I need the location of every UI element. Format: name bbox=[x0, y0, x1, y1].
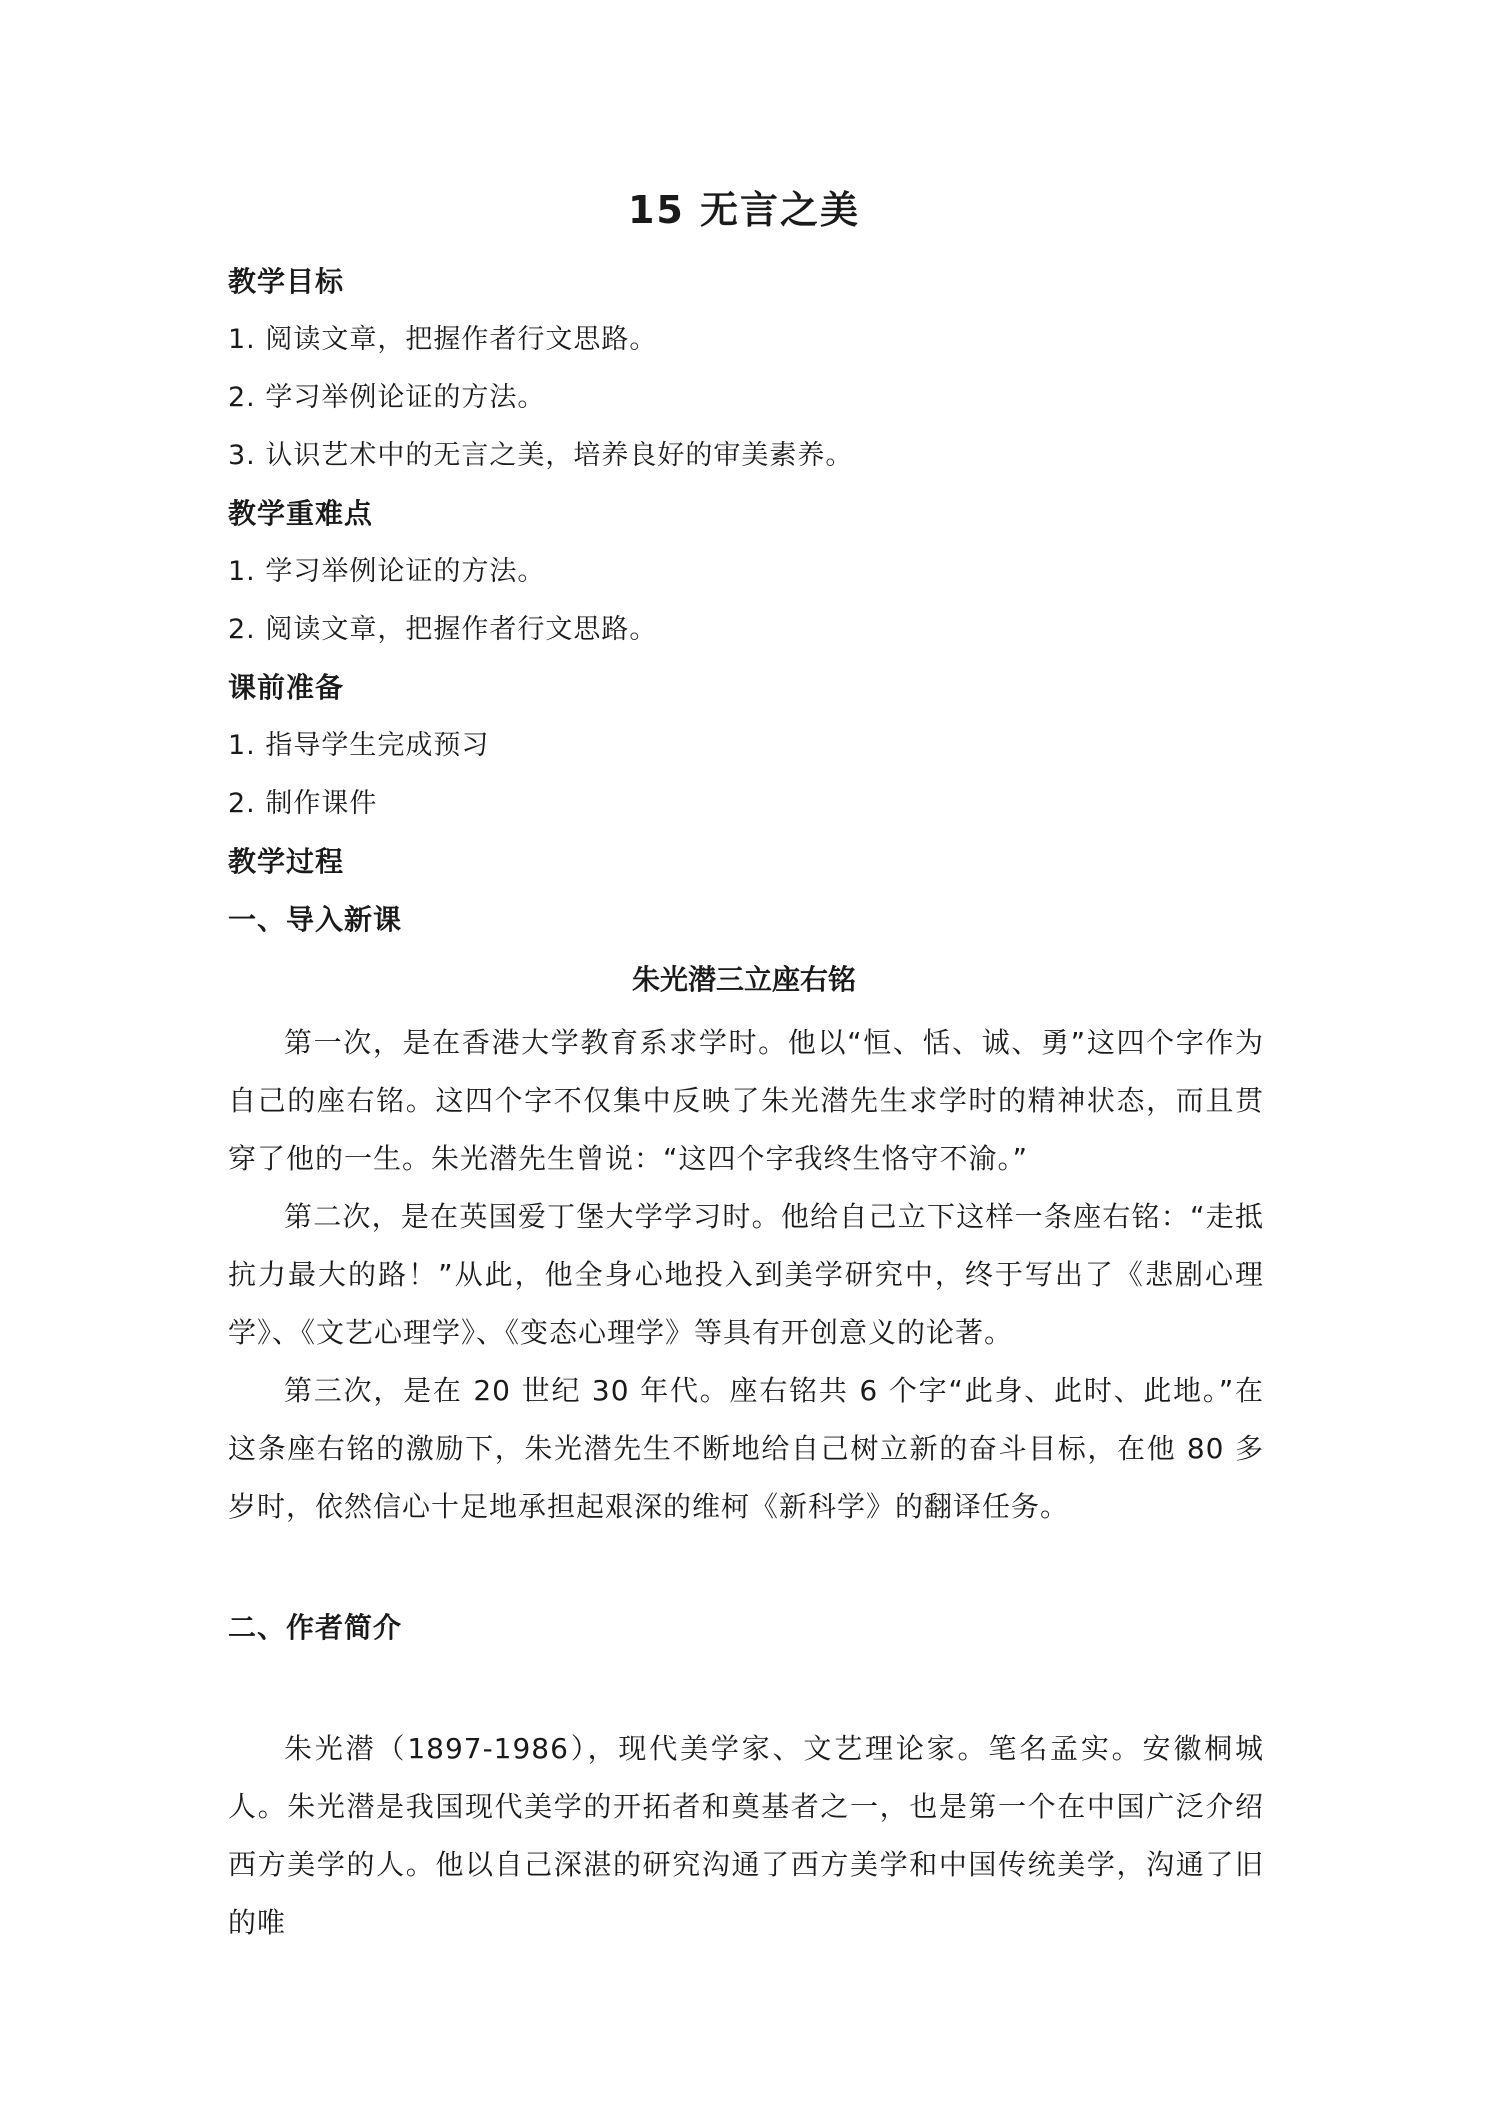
objectives-heading: 教学目标 bbox=[228, 265, 345, 298]
intro-paragraph: 第二次，是在英国爱丁堡大学学习时。他给自己立下这样一条座右铭：“走抵抗力最大的路！”从此，他全身心地投入到美学研究中，终于写出了《悲剧心理学》、《文艺心理学》、《变态心理学》等具有开创意义的论著。 bbox=[228, 1200, 1264, 1349]
author-paragraph: 朱光潜（1897-1986），现代美学家、文艺理论家。笔名孟实。安徽桐城人。朱光潜是我国现代美学的开拓者和奠基者之一，也是第一个在中国广泛介绍西方美学的人。他以自己深湛的研究沟通了西方美学和中国传统美学，沟通了旧的唯 bbox=[228, 1732, 1264, 1939]
objective-item: 2. 学习举例论证的方法。 bbox=[228, 382, 546, 413]
intro-paragraph: 第一次，是在香港大学教育系求学时。他以“恒、恬、诚、勇”这四个字作为自己的座右铭。这四个字不仅集中反映了朱光潜先生求学时的精神状态，而且贯穿了他的一生。朱光潜先生曾说：“这四个字我终生恪守不渝。” bbox=[228, 1026, 1264, 1175]
author-heading: 二、作者简介 bbox=[228, 1611, 403, 1644]
preparation-heading: 课前准备 bbox=[228, 671, 345, 704]
process-heading: 教学过程 bbox=[228, 845, 345, 878]
intro-paragraph: 第三次，是在 20 世纪 30 年代。座右铭共 6 个字“此身、此时、此地。”在这条座右铭的激励下，朱光潜先生不断地给自己树立新的奋斗目标，在他 80 多岁时，依然信心十足地承担起艰深的维柯《新科学》的翻译任务。 bbox=[228, 1374, 1264, 1523]
preparation-item: 1. 指导学生完成预习 bbox=[228, 730, 490, 761]
key-points-heading: 教学重难点 bbox=[228, 497, 374, 530]
intro-heading: 一、导入新课 bbox=[228, 903, 403, 936]
preparation-item: 2. 制作课件 bbox=[228, 788, 378, 819]
key-point-item: 1. 学习举例论证的方法。 bbox=[228, 556, 546, 587]
objective-item: 1. 阅读文章，把握作者行文思路。 bbox=[228, 324, 658, 355]
page-title: 15 无言之美 bbox=[627, 188, 861, 232]
intro-subtitle: 朱光潜三立座右铭 bbox=[631, 963, 856, 996]
objective-item: 3. 认识艺术中的无言之美，培养良好的审美素养。 bbox=[228, 440, 854, 471]
key-point-item: 2. 阅读文章，把握作者行文思路。 bbox=[228, 614, 658, 645]
